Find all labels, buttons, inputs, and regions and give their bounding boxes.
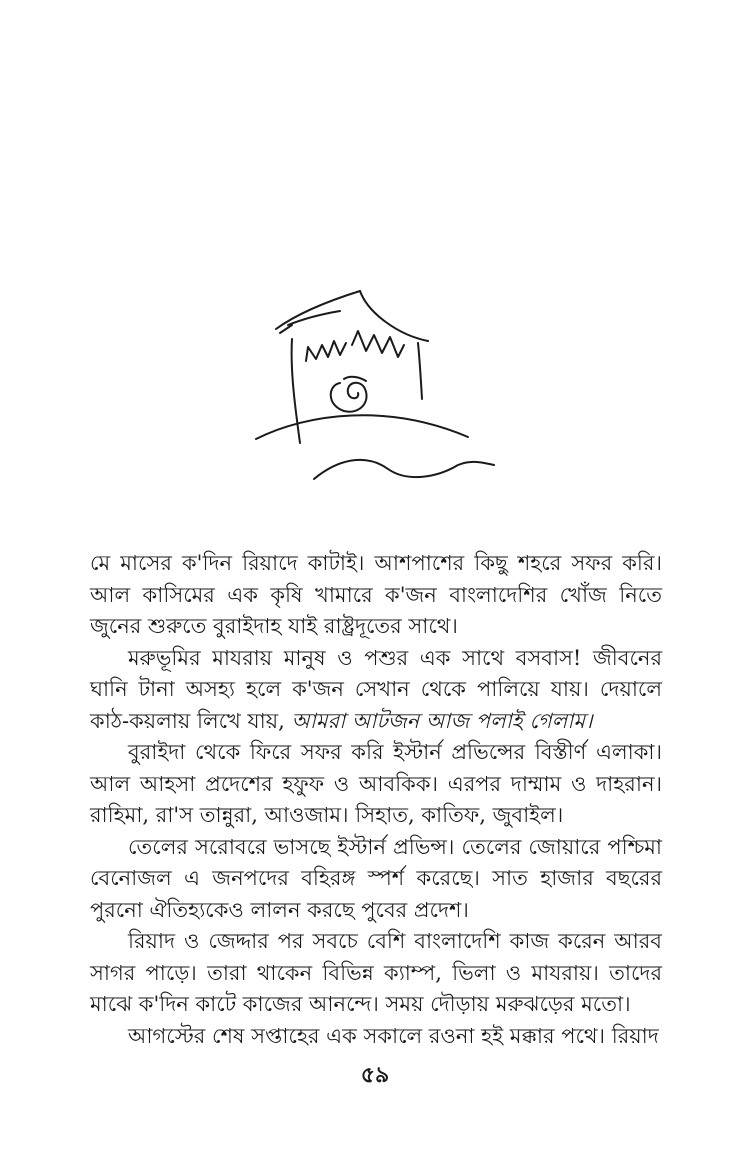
paragraph-2-italic-quote: আমরা আটজন আজ পলাই গেলাম। xyxy=(291,708,593,733)
paragraph-3: বুরাইদা থেকে ফিরে সফর করি ইস্টার্ন প্রভিন্সের বিস্তীর্ণ এলাকা। আল আহসা প্রদেশের হফুফ ও আবকিক। এরপর দাম্মাম ও দাহরান। রাহিমা, রা'স তান্নুরা, আওজাম। সিহাত, কাতিফ, জুবাইল। xyxy=(90,740,662,827)
page-number: ৫৯ xyxy=(360,1062,390,1088)
paragraph-2-text: মরুভূমির মাযরায় মানুষ ও পশুর এক সাথে বসবাস! জীবনের ঘানি টানা অসহ্য হলে ক'জন সেখান থেকে পালিয়ে যায়। দেয়ালে কাঠ-কয়লায় লিখে যায়, xyxy=(90,645,662,733)
paragraph-4: তেলের সরোবরে ভাসছে ইস্টার্ন প্রভিন্স। তেলের জোয়ারে পশ্চিমা বেনোজল এ জনপদের বহিরঙ্গ স্পর্শ করেছে। সাত হাজার বছরের পুরনো ঐতিহ্যকেও লালন করছে পুবের প্রদেশ। xyxy=(90,834,662,922)
paragraph-6: আগস্টের শেষ সপ্তাহের এক সকালে রওনা হই মক্কার পথে। রিয়াদ xyxy=(128,1023,659,1048)
body-text xyxy=(90,548,662,1052)
paragraph-5: রিয়াদ ও জেদ্দার পর সবচে বেশি বাংলাদেশি কাজ করেন আরব সাগর পাড়ে। তারা থাকেন বিভিন্ন ক্যাম্প, ভিলা ও মাযরায়। তাদের মাঝে ক'দিন কাটে কাজের আনন্দে। সময় দৌড়ায় মরুঝড়ের মতো। xyxy=(90,929,662,1016)
paragraph-2 xyxy=(90,643,662,738)
paragraph-1: মে মাসের ক'দিন রিয়াদে কাটাই। আশপাশের কিছু শহরে সফর করি। আল কাসিমের এক কৃষি খামারে ক'জন বাংলাদেশির খোঁজ নিতে জুনের শুরুতে বুরাইদাহ যাই রাষ্ট্রদূতের সাথে। xyxy=(90,551,662,638)
chapter-sketch-illustration xyxy=(248,283,502,483)
